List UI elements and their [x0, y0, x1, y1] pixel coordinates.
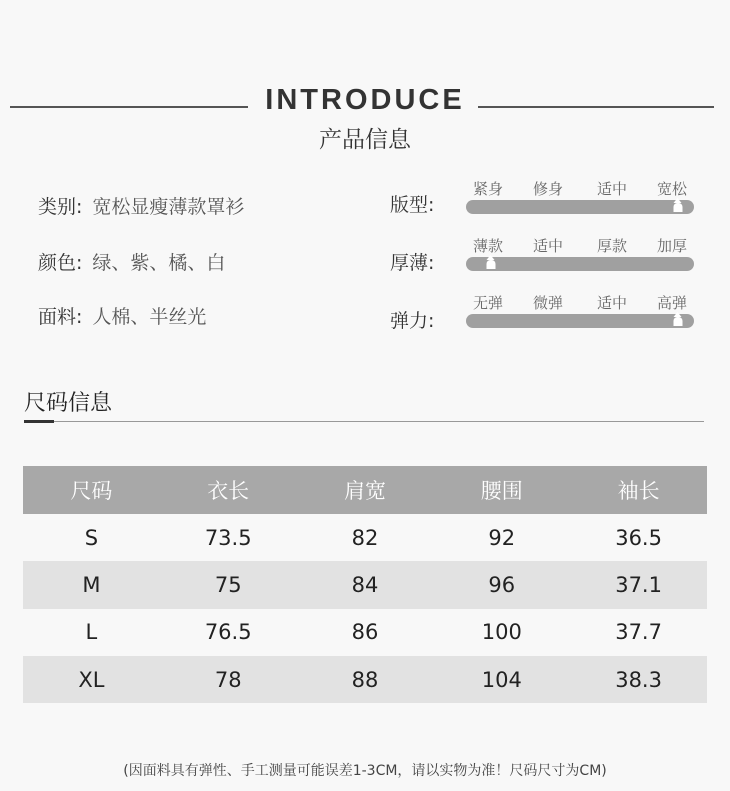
attribute-value: 绿、紫、橘、白 [92, 252, 226, 274]
heading-accent [24, 420, 54, 423]
table-row [23, 514, 707, 561]
scale-elasticity [466, 292, 694, 332]
table-cell: 38.3 [570, 656, 707, 703]
table-cell: 86 [351, 620, 379, 645]
scale-option: 适中 [596, 180, 628, 198]
scale-marker [674, 203, 683, 212]
attribute-label: 类别: [38, 196, 83, 218]
scale-option: 高弹 [656, 294, 688, 312]
table-cell: 73.5 [204, 525, 252, 550]
scale-track [466, 200, 694, 214]
table-cell: 92 [488, 525, 516, 550]
scale-label-thickness: 厚薄: [390, 252, 435, 274]
attribute-fabric [38, 302, 206, 329]
scale-thickness [466, 235, 694, 275]
column-header: 衣长 [160, 466, 297, 514]
scale-label-fit: 版型: [390, 194, 435, 216]
scale-option: 适中 [596, 294, 628, 312]
column-header: 腰围 [433, 466, 570, 514]
scale-option: 薄款 [472, 237, 504, 255]
table-row [23, 561, 707, 608]
attribute-value: 人棉、半丝光 [92, 306, 207, 328]
measurement-footnote: (因面料具有弹性、手工测量可能误差1-3CM，请以实物为准！尺码尺寸为CM) [123, 763, 607, 779]
scale-option: 修身 [532, 180, 564, 198]
scale-option: 微弹 [532, 294, 564, 312]
scale-marker [487, 260, 496, 269]
attribute-color [38, 248, 225, 275]
column-header: 尺码 [23, 466, 160, 514]
attribute-value: 宽松显瘦薄款罩衫 [92, 196, 245, 218]
table-cell: S [84, 525, 99, 550]
attribute-category [38, 192, 244, 219]
size-info-heading: 尺码信息 [24, 391, 113, 416]
table-cell: 37.7 [615, 620, 662, 645]
scale-options [466, 292, 694, 312]
table-cell: M [23, 561, 160, 608]
title-chinese: 产品信息 [319, 127, 411, 153]
table-cell: 96 [433, 561, 570, 608]
table-cell: 82 [351, 525, 379, 550]
scale-options [466, 178, 694, 198]
title-english: INTRODUCE [265, 84, 465, 116]
size-table [23, 466, 707, 703]
table-row [23, 656, 707, 703]
table-cell: 37.1 [570, 561, 707, 608]
table-cell: 104 [433, 656, 570, 703]
scale-options [466, 235, 694, 255]
scale-track [466, 257, 694, 271]
table-cell: 36.5 [615, 525, 662, 550]
heading-divider [24, 421, 704, 422]
table-cell: 88 [297, 656, 434, 703]
scale-option: 适中 [532, 237, 564, 255]
table-cell: 75 [160, 561, 297, 608]
table-cell: L [85, 620, 98, 645]
table-cell: 78 [160, 656, 297, 703]
scale-option: 厚款 [596, 237, 628, 255]
table-row [23, 609, 707, 656]
scale-label-elasticity: 弹力: [390, 310, 435, 332]
table-cell: XL [23, 656, 160, 703]
scale-fit [466, 178, 694, 218]
scale-track [466, 314, 694, 328]
column-header: 肩宽 [297, 466, 434, 514]
table-cell: 100 [481, 620, 522, 645]
attribute-label: 面料: [38, 306, 83, 328]
table-header-row [23, 466, 707, 514]
table-cell: 84 [297, 561, 434, 608]
scale-option: 无弹 [472, 294, 504, 312]
scale-option: 宽松 [656, 180, 688, 198]
scale-marker [674, 317, 683, 326]
scale-option: 紧身 [472, 180, 504, 198]
table-cell: 76.5 [204, 620, 252, 645]
attribute-label: 颜色: [38, 252, 83, 274]
column-header: 袖长 [570, 466, 707, 514]
scale-option: 加厚 [656, 237, 688, 255]
